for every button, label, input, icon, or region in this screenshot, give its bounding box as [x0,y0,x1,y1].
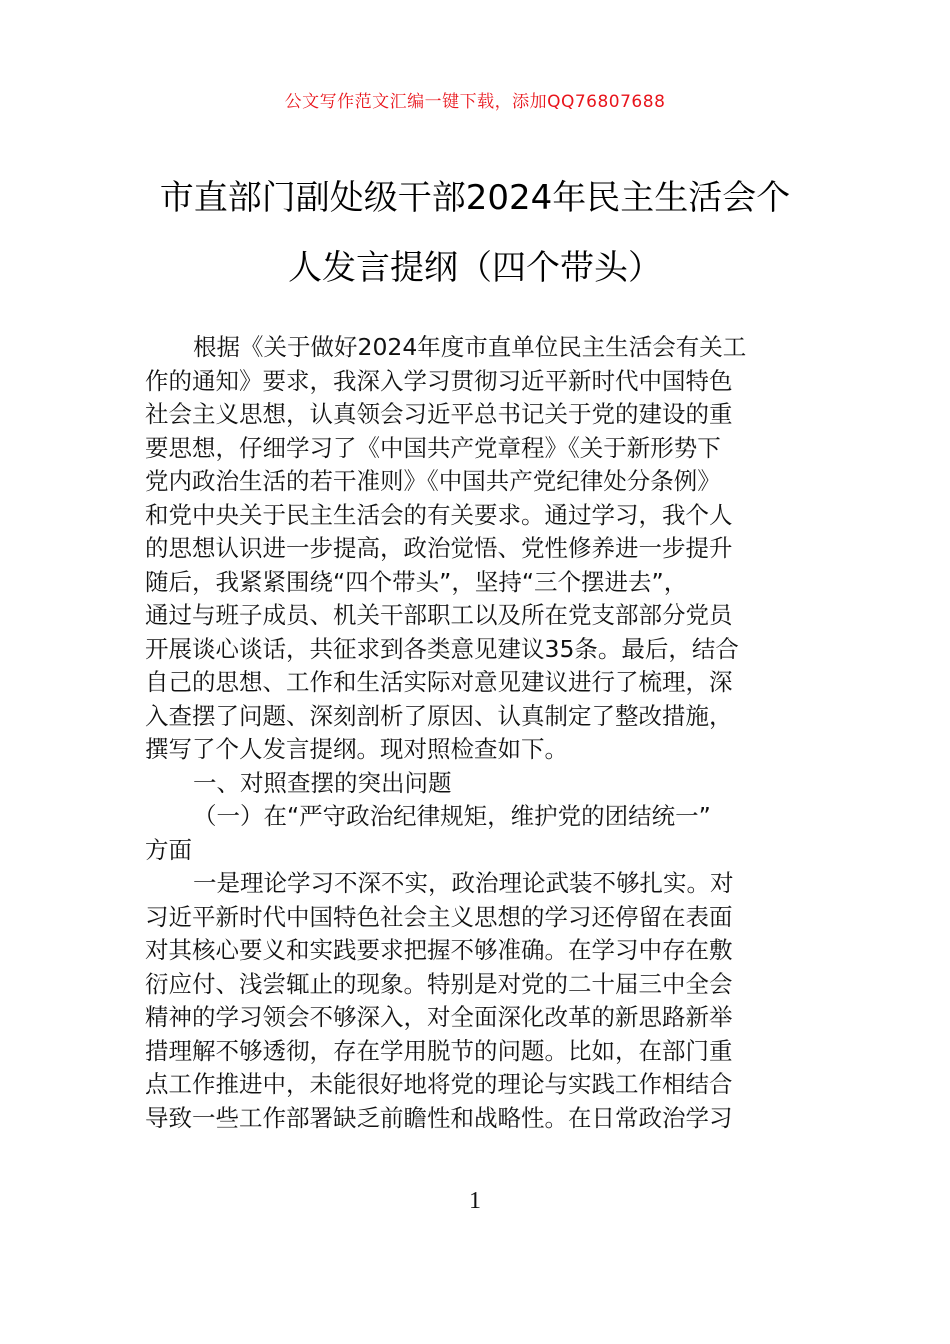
body-line: 点工作推进中，未能很好地将党的理论与实践工作相结合 [145,1070,733,1098]
body-line: 自己的思想、工作和生活实际对意见建议进行了梳理，深 [145,668,733,696]
document-title-line-2: 人发言提纲（四个带头） [288,248,662,288]
body-line: 入查摆了问题、深刻剖析了原因、认真制定了整改措施， [145,701,733,730]
body-line: 导致一些工作部署缺乏前瞻性和战略性。在日常政治学习 [145,1103,733,1132]
body-line: 开展谈心谈话，共征求到各类意见建议35条。最后，结合 [145,634,739,663]
body-line: 措理解不够透彻，存在学用脱节的问题。比如，在部门重 [145,1036,733,1065]
body-line: 对其核心要义和实践要求把握不够准确。在学习中存在敷 [145,936,733,964]
body-line: 和党中央关于民主生活会的有关要求。通过学习，我个人 [145,500,733,529]
body-line: 根据《关于做好2024年度市直单位民主生活会有关工 [193,333,747,361]
document-title-line-1: 市直部门副处级干部2024年民主生活会个 [159,178,791,218]
section-heading: 一、对照查摆的突出问题 [193,768,452,797]
body-line: 党内政治生活的若干准则》《中国共产党纪律处分条例》 [145,467,721,495]
body-line: 一是理论学习不深不实，政治理论武装不够扎实。对 [193,869,734,897]
body-line: 的思想认识进一步提高，政治觉悟、党性修养进一步提升 [145,534,733,562]
page-number: 1 [469,1188,481,1214]
body-line: 作的通知》要求，我深入学习贯彻习近平新时代中国特色 [145,366,733,395]
header-banner[interactable]: 公文写作范文汇编一键下载，添加QQ76807688 [284,92,666,112]
subsection-heading-cont: 方面 [145,835,192,864]
body-line: 随后，我紧紧围绕“四个带头”，坚持“三个摆进去”， [145,567,688,596]
body-line: 习近平新时代中国特色社会主义思想的学习还停留在表面 [145,902,733,931]
body-line: 撰写了个人发言提纲。现对照检查如下。 [145,735,568,763]
document-body [145,331,815,1135]
body-line: 通过与班子成员、机关干部职工以及所在党支部部分党员 [145,601,733,629]
body-line: 衍应付、浅尝辄止的现象。特别是对党的二十届三中全会 [145,969,733,998]
subsection-heading: （一）在“严守政治纪律规矩，维护党的团结统一” [193,802,711,830]
body-line: 要思想，仔细学习了《中国共产党章程》《关于新形势下 [145,433,721,462]
body-line: 精神的学习领会不够深入，对全面深化改革的新思路新举 [145,1003,733,1031]
body-line: 社会主义思想，认真领会习近平总书记关于党的建设的重 [145,400,733,428]
